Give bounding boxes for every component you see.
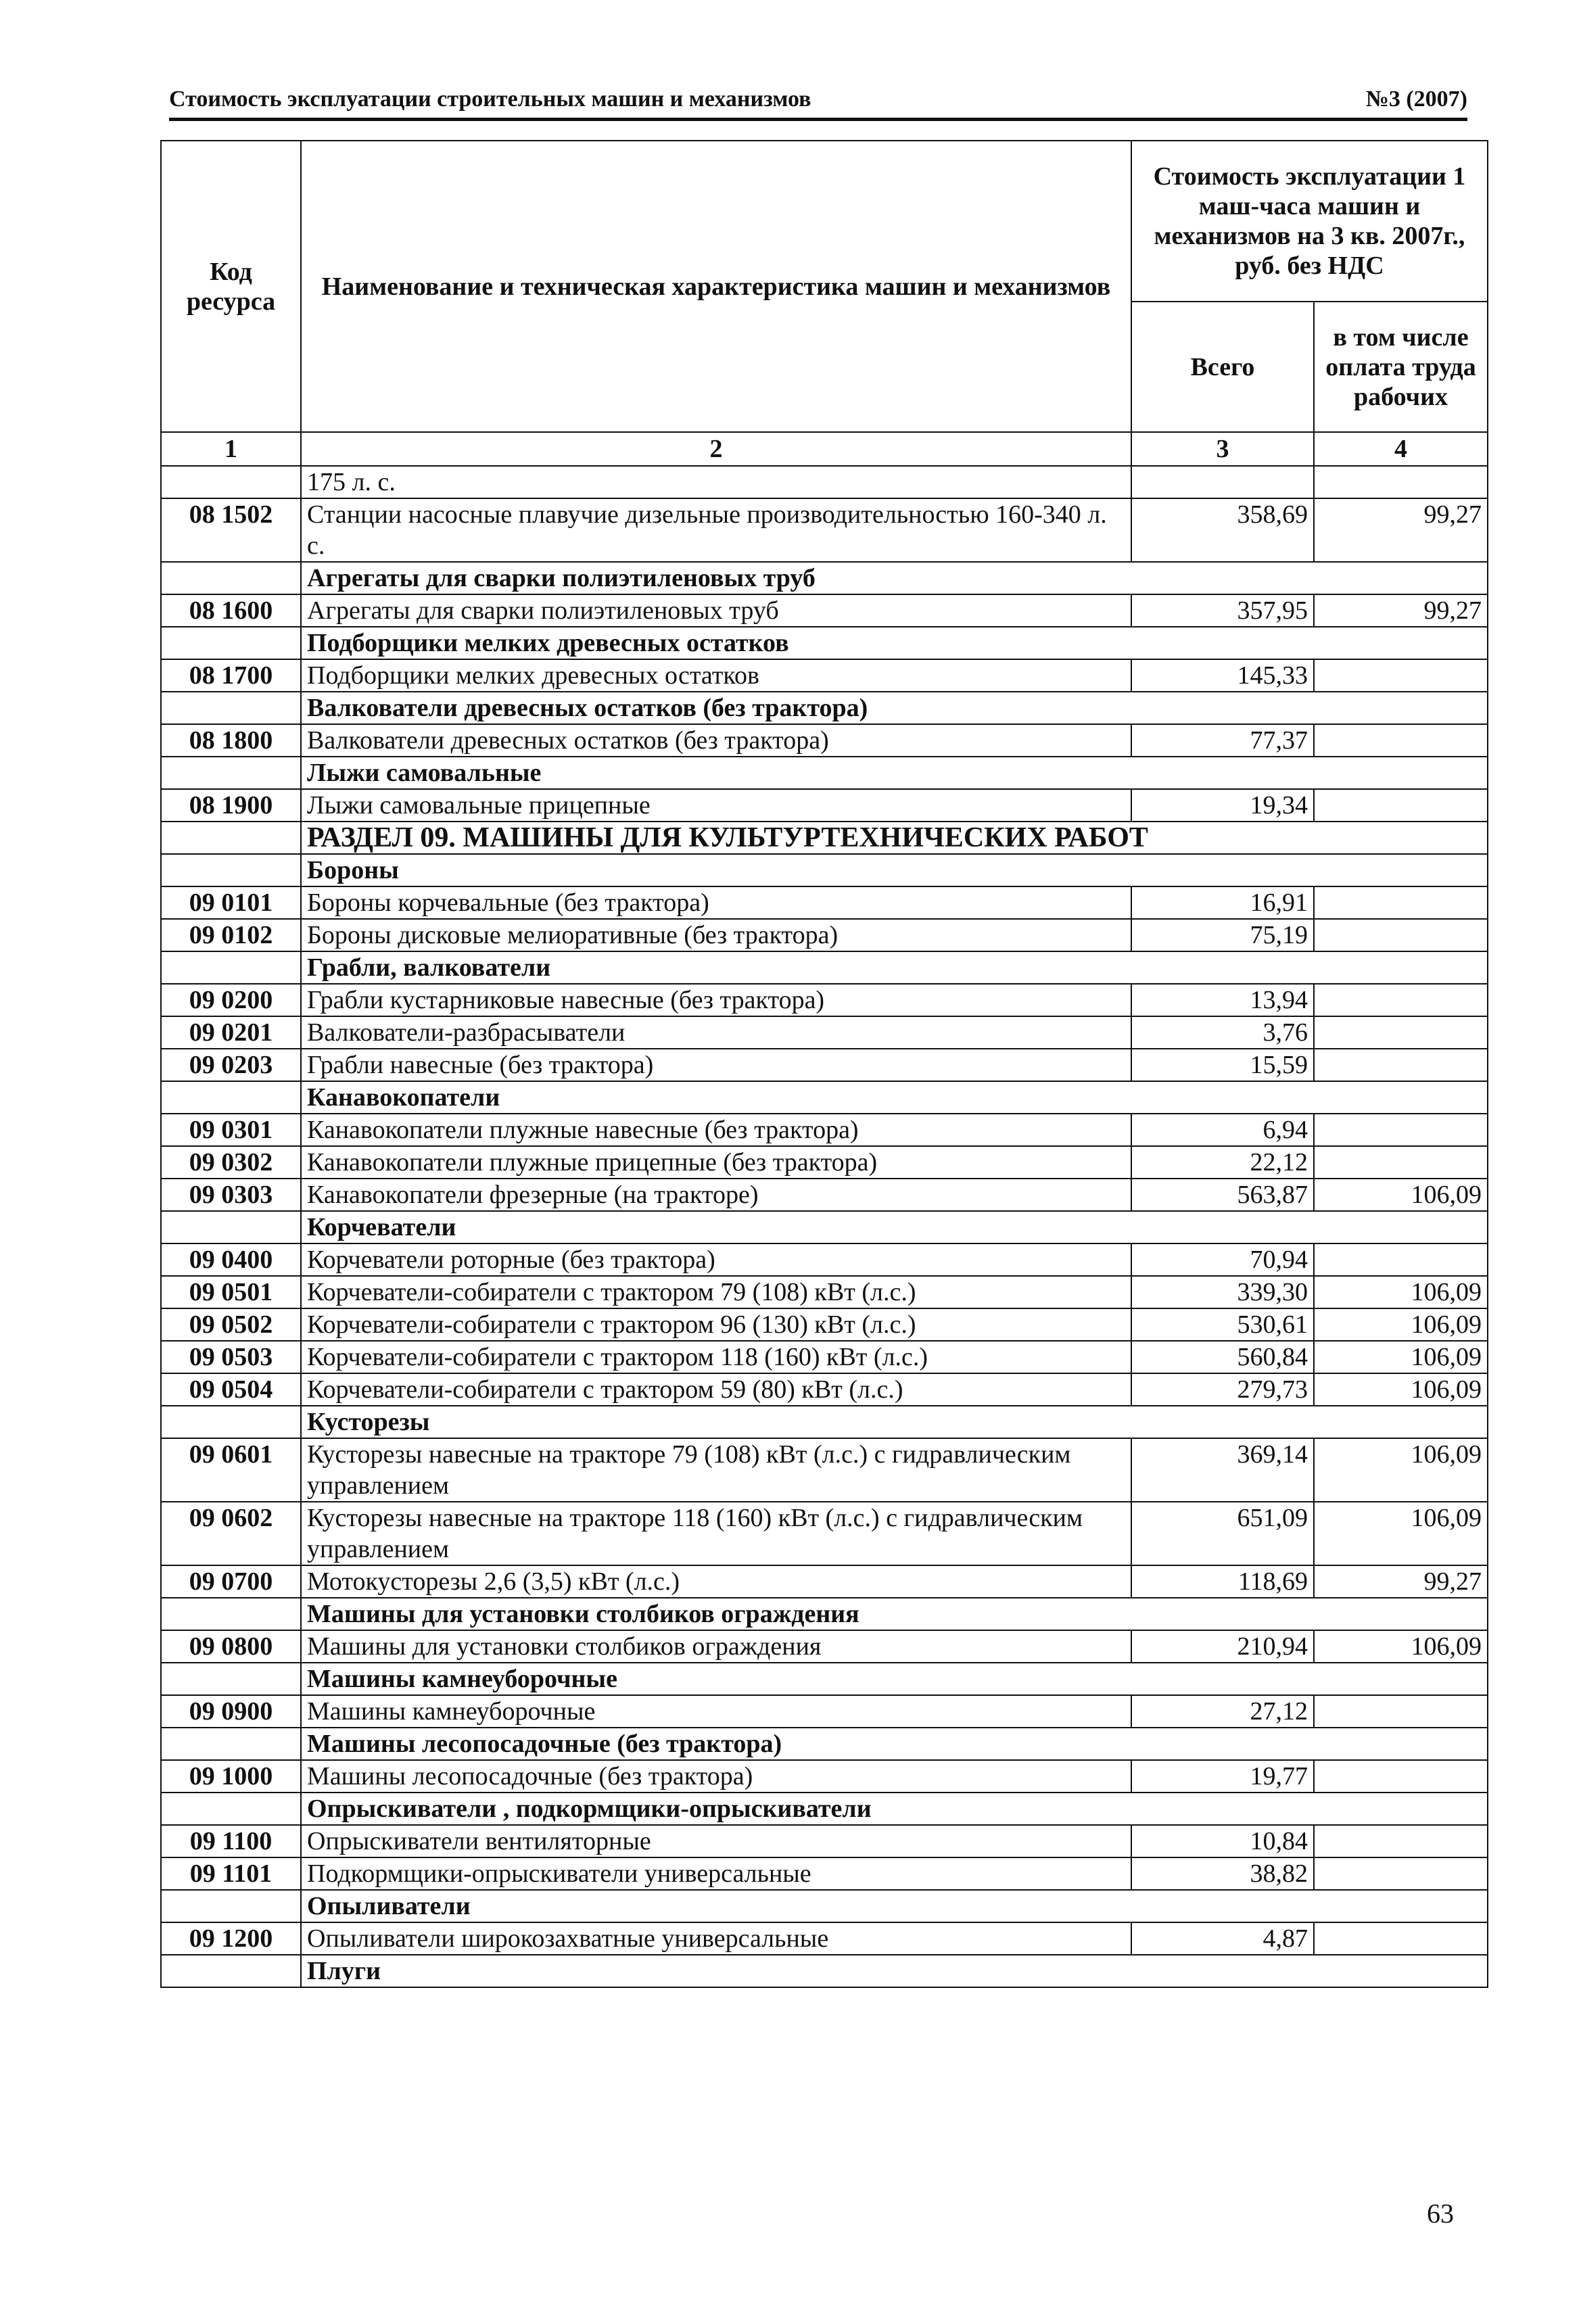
group-row <box>161 951 1488 984</box>
table-row <box>161 1049 1488 1081</box>
machine-name: Машины для установки столбиков ограждения <box>301 1630 1131 1663</box>
table-row <box>161 886 1488 919</box>
section-row <box>161 822 1488 854</box>
group-row <box>161 1406 1488 1438</box>
cost-total: 118,69 <box>1131 1565 1314 1598</box>
resource-code <box>161 757 301 789</box>
table-row <box>161 724 1488 757</box>
group-title: Бороны <box>301 854 1488 886</box>
table-row <box>161 1502 1488 1565</box>
table-row <box>161 1857 1488 1890</box>
resource-code: 09 0102 <box>161 919 301 951</box>
group-title: Опрыскиватели , подкормщики-опрыскиватели <box>301 1793 1488 1825</box>
resource-code <box>161 466 301 498</box>
cost-total: 369,14 <box>1131 1438 1314 1502</box>
cost-labor <box>1314 724 1488 757</box>
machine-name: 175 л. с. <box>301 466 1131 498</box>
resource-code: 09 0201 <box>161 1016 301 1049</box>
cost-labor: 106,09 <box>1314 1630 1488 1663</box>
cost-labor: 99,27 <box>1314 594 1488 627</box>
cost-total: 15,59 <box>1131 1049 1314 1081</box>
resource-code: 08 1700 <box>161 659 301 692</box>
resource-code: 08 1900 <box>161 789 301 822</box>
resource-code <box>161 1890 301 1922</box>
cost-labor <box>1314 1016 1488 1049</box>
table-row <box>161 498 1488 562</box>
machine-name: Лыжи самовальные прицепные <box>301 789 1131 822</box>
resource-code <box>161 1406 301 1438</box>
resource-code: 09 0301 <box>161 1114 301 1146</box>
machine-name: Мотокусторезы 2,6 (3,5) кВт (л.с.) <box>301 1565 1131 1598</box>
running-header <box>169 77 1467 121</box>
price-table <box>160 140 1488 1988</box>
table-row <box>161 1373 1488 1406</box>
cost-total: 279,73 <box>1131 1373 1314 1406</box>
table-row <box>161 1341 1488 1373</box>
group-row <box>161 1955 1488 1987</box>
col-number: 1 <box>161 432 301 466</box>
resource-code: 08 1800 <box>161 724 301 757</box>
resource-code: 09 0501 <box>161 1276 301 1308</box>
cost-total: 77,37 <box>1131 724 1314 757</box>
cost-total: 145,33 <box>1131 659 1314 692</box>
resource-code: 09 0800 <box>161 1630 301 1663</box>
group-title: Машины лесопосадочные (без трактора) <box>301 1728 1488 1760</box>
cost-labor <box>1314 886 1488 919</box>
publication-title: Стоимость эксплуатации строительных машин и механизмов <box>169 87 811 112</box>
table-row <box>161 1276 1488 1308</box>
machine-name: Грабли кустарниковые навесные (без трактора) <box>301 984 1131 1016</box>
resource-code: 09 0700 <box>161 1565 301 1598</box>
table-row <box>161 1695 1488 1728</box>
table-row <box>161 919 1488 951</box>
table-row <box>161 789 1488 822</box>
page-number: 63 <box>1427 2198 1454 2229</box>
cost-total: 6,94 <box>1131 1114 1314 1146</box>
group-row <box>161 1598 1488 1630</box>
table-row <box>161 1146 1488 1179</box>
table-row <box>161 1308 1488 1341</box>
cost-total <box>1131 466 1314 498</box>
cost-total: 19,34 <box>1131 789 1314 822</box>
cost-labor <box>1314 1114 1488 1146</box>
cost-total: 16,91 <box>1131 886 1314 919</box>
resource-code: 09 1000 <box>161 1760 301 1793</box>
table-row <box>161 1114 1488 1146</box>
cost-labor <box>1314 789 1488 822</box>
group-row <box>161 1663 1488 1695</box>
machine-name: Канавокопатели плужные навесные (без трактора) <box>301 1114 1131 1146</box>
cost-labor <box>1314 1760 1488 1793</box>
machine-name: Машины камнеуборочные <box>301 1695 1131 1728</box>
machine-name: Опыливатели широкозахватные универсальные <box>301 1922 1131 1955</box>
resource-code <box>161 951 301 984</box>
cost-labor <box>1314 466 1488 498</box>
resource-code <box>161 1663 301 1695</box>
cost-total: 27,12 <box>1131 1695 1314 1728</box>
resource-code <box>161 1793 301 1825</box>
group-title: Плуги <box>301 1955 1488 1987</box>
resource-code <box>161 1955 301 1987</box>
cost-total: 563,87 <box>1131 1179 1314 1211</box>
cost-total: 13,94 <box>1131 984 1314 1016</box>
table-row <box>161 1825 1488 1857</box>
col-number: 4 <box>1314 432 1488 466</box>
machine-name: Бороны дисковые мелиоративные (без трактора) <box>301 919 1131 951</box>
machine-name: Корчеватели-собиратели с трактором 59 (80) кВт (л.с.) <box>301 1373 1131 1406</box>
resource-code <box>161 692 301 724</box>
cost-labor <box>1314 1243 1488 1276</box>
cost-total: 651,09 <box>1131 1502 1314 1565</box>
issue-number: №3 (2007) <box>1365 87 1467 112</box>
cost-labor <box>1314 1825 1488 1857</box>
cost-total: 210,94 <box>1131 1630 1314 1663</box>
cost-total: 357,95 <box>1131 594 1314 627</box>
machine-name: Канавокопатели плужные прицепные (без трактора) <box>301 1146 1131 1179</box>
group-row <box>161 757 1488 789</box>
table-body <box>161 466 1488 1987</box>
resource-code <box>161 822 301 854</box>
group-row <box>161 692 1488 724</box>
resource-code: 09 0900 <box>161 1695 301 1728</box>
group-title: Канавокопатели <box>301 1081 1488 1114</box>
resource-code <box>161 1598 301 1630</box>
cost-labor <box>1314 1146 1488 1179</box>
group-title: Агрегаты для сварки полиэтиленовых труб <box>301 562 1488 594</box>
table-row <box>161 1016 1488 1049</box>
machine-name: Опрыскиватели вентиляторные <box>301 1825 1131 1857</box>
machine-name: Бороны корчевальные (без трактора) <box>301 886 1131 919</box>
cost-labor: 106,09 <box>1314 1341 1488 1373</box>
resource-code <box>161 1211 301 1243</box>
resource-code: 09 0302 <box>161 1146 301 1179</box>
group-title: Лыжи самовальные <box>301 757 1488 789</box>
cost-total: 3,76 <box>1131 1016 1314 1049</box>
cost-total: 38,82 <box>1131 1857 1314 1890</box>
table-row <box>161 1179 1488 1211</box>
cost-labor <box>1314 1695 1488 1728</box>
col-header-labor: в том числе оплата труда рабочих <box>1314 302 1488 432</box>
machine-name: Корчеватели-собиратели с трактором 96 (130) кВт (л.с.) <box>301 1308 1131 1341</box>
group-row <box>161 1793 1488 1825</box>
resource-code: 09 0602 <box>161 1502 301 1565</box>
table-row <box>161 659 1488 692</box>
col-header-name: Наименование и техническая характеристика машин и механизмов <box>301 141 1131 432</box>
table-row <box>161 984 1488 1016</box>
machine-name: Валкователи древесных остатков (без трактора) <box>301 724 1131 757</box>
machine-name: Корчеватели-собиратели с трактором 118 (160) кВт (л.с.) <box>301 1341 1131 1373</box>
resource-code: 08 1502 <box>161 498 301 562</box>
cost-labor <box>1314 984 1488 1016</box>
resource-code <box>161 562 301 594</box>
resource-code <box>161 1081 301 1114</box>
group-title: Грабли, валкователи <box>301 951 1488 984</box>
group-title: Подборщики мелких древесных остатков <box>301 627 1488 659</box>
table-row <box>161 1630 1488 1663</box>
section-title: РАЗДЕЛ 09. МАШИНЫ ДЛЯ КУЛЬТУРТЕХНИЧЕСКИХ РАБОТ <box>301 822 1488 854</box>
cost-labor: 106,09 <box>1314 1308 1488 1341</box>
resource-code <box>161 1728 301 1760</box>
resource-code: 09 0203 <box>161 1049 301 1081</box>
cost-total: 22,12 <box>1131 1146 1314 1179</box>
group-row <box>161 1728 1488 1760</box>
resource-code: 09 0601 <box>161 1438 301 1502</box>
group-row <box>161 627 1488 659</box>
resource-code: 09 0200 <box>161 984 301 1016</box>
table-row <box>161 1922 1488 1955</box>
machine-name: Корчеватели роторные (без трактора) <box>301 1243 1131 1276</box>
col-number: 3 <box>1131 432 1314 466</box>
resource-code: 09 0101 <box>161 886 301 919</box>
table-row <box>161 594 1488 627</box>
table-row <box>161 1243 1488 1276</box>
col-header-total: Всего <box>1131 302 1314 432</box>
cost-labor: 106,09 <box>1314 1373 1488 1406</box>
cost-total: 530,61 <box>1131 1308 1314 1341</box>
table-row <box>161 1438 1488 1502</box>
cost-total: 10,84 <box>1131 1825 1314 1857</box>
cost-labor: 106,09 <box>1314 1502 1488 1565</box>
col-header-code: Код ресурса <box>161 141 301 432</box>
cost-labor: 99,27 <box>1314 498 1488 562</box>
table-row <box>161 466 1488 498</box>
group-row <box>161 854 1488 886</box>
cost-labor: 99,27 <box>1314 1565 1488 1598</box>
cost-total: 560,84 <box>1131 1341 1314 1373</box>
group-row <box>161 1890 1488 1922</box>
machine-name: Корчеватели-собиратели с трактором 79 (108) кВт (л.с.) <box>301 1276 1131 1308</box>
machine-name: Канавокопатели фрезерные (на тракторе) <box>301 1179 1131 1211</box>
group-row <box>161 1081 1488 1114</box>
machine-name: Подборщики мелких древесных остатков <box>301 659 1131 692</box>
resource-code: 09 1100 <box>161 1825 301 1857</box>
table-row <box>161 1565 1488 1598</box>
cost-total: 75,19 <box>1131 919 1314 951</box>
group-title: Опыливатели <box>301 1890 1488 1922</box>
resource-code <box>161 854 301 886</box>
group-title: Машины для установки столбиков ограждения <box>301 1598 1488 1630</box>
cost-labor: 106,09 <box>1314 1438 1488 1502</box>
table-row <box>161 1760 1488 1793</box>
group-row <box>161 562 1488 594</box>
machine-name: Кусторезы навесные на тракторе 118 (160) кВт (л.с.) с гидравлическим управлением <box>301 1502 1131 1565</box>
resource-code: 09 0502 <box>161 1308 301 1341</box>
cost-total: 19,77 <box>1131 1760 1314 1793</box>
group-title: Валкователи древесных остатков (без трактора) <box>301 692 1488 724</box>
col-number: 2 <box>301 432 1131 466</box>
cost-labor <box>1314 1049 1488 1081</box>
group-title: Корчеватели <box>301 1211 1488 1243</box>
resource-code: 09 1101 <box>161 1857 301 1890</box>
machine-name: Подкормщики-опрыскиватели универсальные <box>301 1857 1131 1890</box>
cost-labor: 106,09 <box>1314 1179 1488 1211</box>
machine-name: Грабли навесные (без трактора) <box>301 1049 1131 1081</box>
group-title: Машины камнеуборочные <box>301 1663 1488 1695</box>
cost-labor <box>1314 1857 1488 1890</box>
machine-name: Агрегаты для сварки полиэтиленовых труб <box>301 594 1131 627</box>
cost-labor <box>1314 919 1488 951</box>
machine-name: Станции насосные плавучие дизельные производительностью 160-340 л. с. <box>301 498 1131 562</box>
machine-name: Кусторезы навесные на тракторе 79 (108) кВт (л.с.) с гидравлическим управлением <box>301 1438 1131 1502</box>
cost-total: 70,94 <box>1131 1243 1314 1276</box>
machine-name: Машины лесопосадочные (без трактора) <box>301 1760 1131 1793</box>
cost-labor: 106,09 <box>1314 1276 1488 1308</box>
resource-code: 08 1600 <box>161 594 301 627</box>
resource-code <box>161 627 301 659</box>
cost-labor <box>1314 1922 1488 1955</box>
col-header-cost: Стоимость эксплуатации 1 маш-часа машин и механизмов на 3 кв. 2007г., руб. без НДС <box>1131 141 1488 302</box>
resource-code: 09 0503 <box>161 1341 301 1373</box>
resource-code: 09 0303 <box>161 1179 301 1211</box>
cost-total: 339,30 <box>1131 1276 1314 1308</box>
machine-name: Валкователи-разбрасыватели <box>301 1016 1131 1049</box>
resource-code: 09 0504 <box>161 1373 301 1406</box>
resource-code: 09 0400 <box>161 1243 301 1276</box>
group-title: Кусторезы <box>301 1406 1488 1438</box>
cost-total: 358,69 <box>1131 498 1314 562</box>
resource-code: 09 1200 <box>161 1922 301 1955</box>
group-row <box>161 1211 1488 1243</box>
cost-labor <box>1314 659 1488 692</box>
cost-total: 4,87 <box>1131 1922 1314 1955</box>
